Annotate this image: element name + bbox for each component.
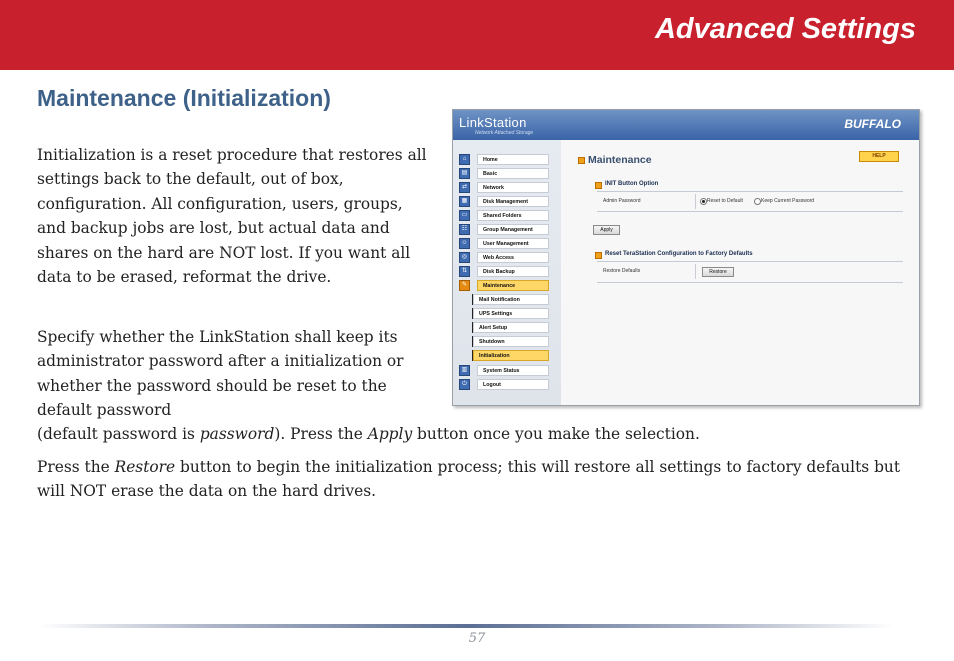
main-title: Maintenance [588, 154, 652, 166]
network-icon: ⇄ [459, 182, 470, 193]
field-divider [695, 194, 696, 209]
nav-item-group-management[interactable]: Group Management [477, 224, 549, 235]
apply-button[interactable]: Apply [593, 225, 620, 235]
keep-password-label: Keep Current Password [761, 198, 815, 204]
text-span: Press the [37, 458, 115, 476]
web-icon: ◎ [459, 252, 470, 263]
restore-defaults-label: Restore Defaults [603, 268, 641, 274]
basic-icon: ▤ [459, 168, 470, 179]
folder-icon: ▭ [459, 210, 470, 221]
linkstation-logo: LinkStation [459, 115, 527, 130]
field-divider [695, 264, 696, 279]
group-icon: ☷ [459, 224, 470, 235]
nav-item-disk-backup[interactable]: Disk Backup [477, 266, 549, 277]
linkstation-subtitle: Network Attached Storage [475, 130, 534, 136]
nav-item-logout[interactable]: Logout [477, 379, 549, 390]
divider [597, 191, 903, 192]
nav-item-network[interactable]: Network [477, 182, 549, 193]
nav-item-alert-setup[interactable]: Alert Setup [473, 322, 549, 333]
user-icon: ☺ [459, 238, 470, 249]
section-bullet-icon [578, 157, 585, 164]
keep-password-radio[interactable] [754, 198, 761, 205]
reset-to-default-radio[interactable] [700, 198, 707, 205]
text-span: ). Press the [274, 425, 368, 443]
nav-item-initialization[interactable]: Initialization [473, 350, 549, 361]
emphasis-password: password [199, 425, 275, 443]
divider [597, 211, 903, 212]
subsection-bullet-icon [595, 252, 602, 259]
paragraph-password [37, 325, 412, 423]
nav-item-web-access[interactable]: Web Access [477, 252, 549, 263]
admin-password-label: Admin Password [603, 198, 641, 204]
screenshot-sidebar [453, 140, 561, 405]
emphasis-restore: Restore [114, 458, 176, 476]
header-title: Advanced Settings [654, 13, 916, 45]
nav-item-ups-settings[interactable]: UPS Settings [473, 308, 549, 319]
nav-item-maintenance[interactable]: Maintenance [477, 280, 549, 291]
backup-icon: ⇅ [459, 266, 470, 277]
reset-config-title: Reset TeraStation Configuration to Factory Defaults [605, 251, 753, 257]
status-icon: ▥ [459, 365, 470, 376]
restore-button[interactable]: Restore [702, 267, 734, 277]
help-button[interactable]: HELP [859, 151, 899, 162]
nav-item-system-status[interactable]: System Status [477, 365, 549, 376]
nav-item-home[interactable]: Home [477, 154, 549, 165]
divider [597, 282, 903, 283]
text-span: button to begin the initialization process; this will restore all settings to factory defaults but will NOT erase the data on the hard drives. [37, 458, 901, 501]
header-bar [0, 0, 954, 70]
paragraph-password-cont [37, 422, 917, 446]
init-option-title: INIT Button Option [605, 181, 659, 187]
reset-to-default-label: Reset to Default [707, 198, 743, 204]
page-number: 57 [468, 631, 486, 646]
divider [597, 261, 903, 262]
screenshot-main [561, 140, 919, 405]
maintenance-icon: ✎ [459, 280, 470, 291]
screenshot-header [453, 110, 919, 140]
linkstation-screenshot [452, 109, 920, 406]
nav-item-shared-folders[interactable]: Shared Folders [477, 210, 549, 221]
home-icon: ⌂ [459, 154, 470, 165]
nav-item-mail-notification[interactable]: Mail Notification [473, 294, 549, 305]
paragraph-restore [37, 455, 917, 504]
text-span: button once you make the selection. [412, 425, 700, 443]
section-title: Maintenance (Initialization) [37, 85, 331, 111]
emphasis-apply: Apply [367, 425, 413, 443]
disk-icon: ▦ [459, 196, 470, 207]
paragraph-intro: Initialization is a reset procedure that restores all settings back to the default, out of box, configuration. All configuration, users, groups, and backup jobs are lost, but actual data and shares on the hard are NOT lost. If you want all data to be erased, reformat the drive. [37, 146, 427, 287]
buffalo-logo: BUFFALO [844, 117, 901, 131]
footer-divider [38, 624, 894, 628]
subsection-bullet-icon [595, 182, 602, 189]
nav-item-disk-management[interactable]: Disk Management [477, 196, 549, 207]
nav-item-shutdown[interactable]: Shutdown [473, 336, 549, 347]
logout-icon: ⏻ [459, 379, 470, 390]
nav-item-basic[interactable]: Basic [477, 168, 549, 179]
text-span: (default password is [37, 425, 200, 443]
nav-item-user-management[interactable]: User Management [477, 238, 549, 249]
paragraph-password-start: Specify whether the LinkStation shall keep its administrator password after a initialization or whether the password should be reset to the default password [37, 328, 404, 420]
